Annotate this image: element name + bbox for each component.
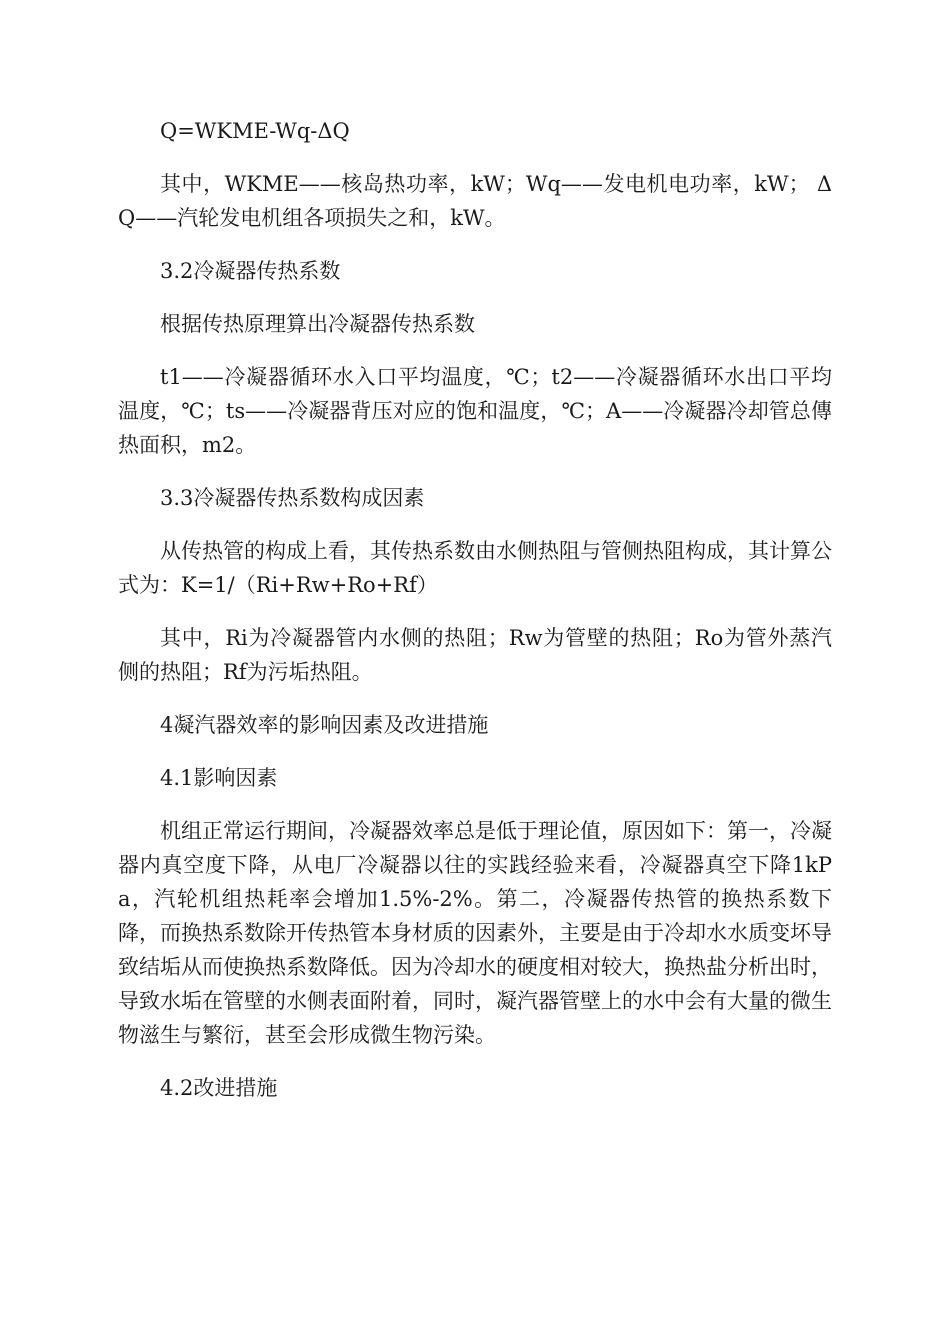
paragraph-variable-definitions: t1——冷凝器循环水入口平均温度，℃；t2——冷凝器循环水出口平均温度，℃；ts——冷凝器背压对应的饱和温度，℃；A——冷凝器冷却管总傳热面积，m2。 bbox=[118, 365, 832, 457]
formula-q-explanation: 其中，WKME——核岛热功率，kW；Wq——发电机电功率，kW； ΔQ——汽轮发电机组各项损失之和，kW。 bbox=[118, 172, 832, 230]
section-heading-4-2: 4.2改进措施 bbox=[160, 1076, 278, 1100]
formula-q: Q=WKME-Wq-ΔQ bbox=[160, 119, 350, 143]
paragraph-influencing-factors: 机组正常运行期间，冷凝器效率总是低于理论值，原因如下：第一，冷凝器内真空度下降，从电厂冷凝器以往的实践经验来看，冷凝器真空下降1kPa，汽轮机组热耗率会增加1.5%-2%。第二，冷凝器传热管的换热系数下降，而换热系数除开传热管本身材质的因素外，主要是由于冷却水水质变坏导致结垢从而使换热系数降低。因为冷却水的硬度相对较大，换热盐分析出时，导致水垢在管壁的水侧表面附着，同时，凝汽器管壁上的水中会有大量的微生物滋生与繁衍，甚至会形成微生物污染。 bbox=[118, 819, 832, 1047]
paragraph-k-formula: 从传热管的构成上看，其传热系数由水侧热阻与管侧热阻构成，其计算公式为：K=1/（Ri+Rw+Ro+Rf） bbox=[118, 539, 832, 597]
document-body bbox=[118, 114, 832, 1124]
section-heading-4-1: 4.1影响因素 bbox=[160, 766, 278, 790]
paragraph-resistance-definitions: 其中，Ri为冷凝器管内水侧的热阻；Rw为管壁的热阻；Ro为管外蒸汽侧的热阻；Rf为污垢热阻。 bbox=[118, 626, 832, 684]
paragraph-heat-transfer-intro: 根据传热原理算出冷凝器传热系数 bbox=[160, 312, 475, 336]
section-heading-4: 4凝汽器效率的影响因素及改进措施 bbox=[160, 713, 489, 737]
section-heading-3-3: 3.3冷凝器传热系数构成因素 bbox=[160, 486, 425, 510]
section-heading-3-2: 3.2冷凝器传热系数 bbox=[160, 259, 341, 283]
